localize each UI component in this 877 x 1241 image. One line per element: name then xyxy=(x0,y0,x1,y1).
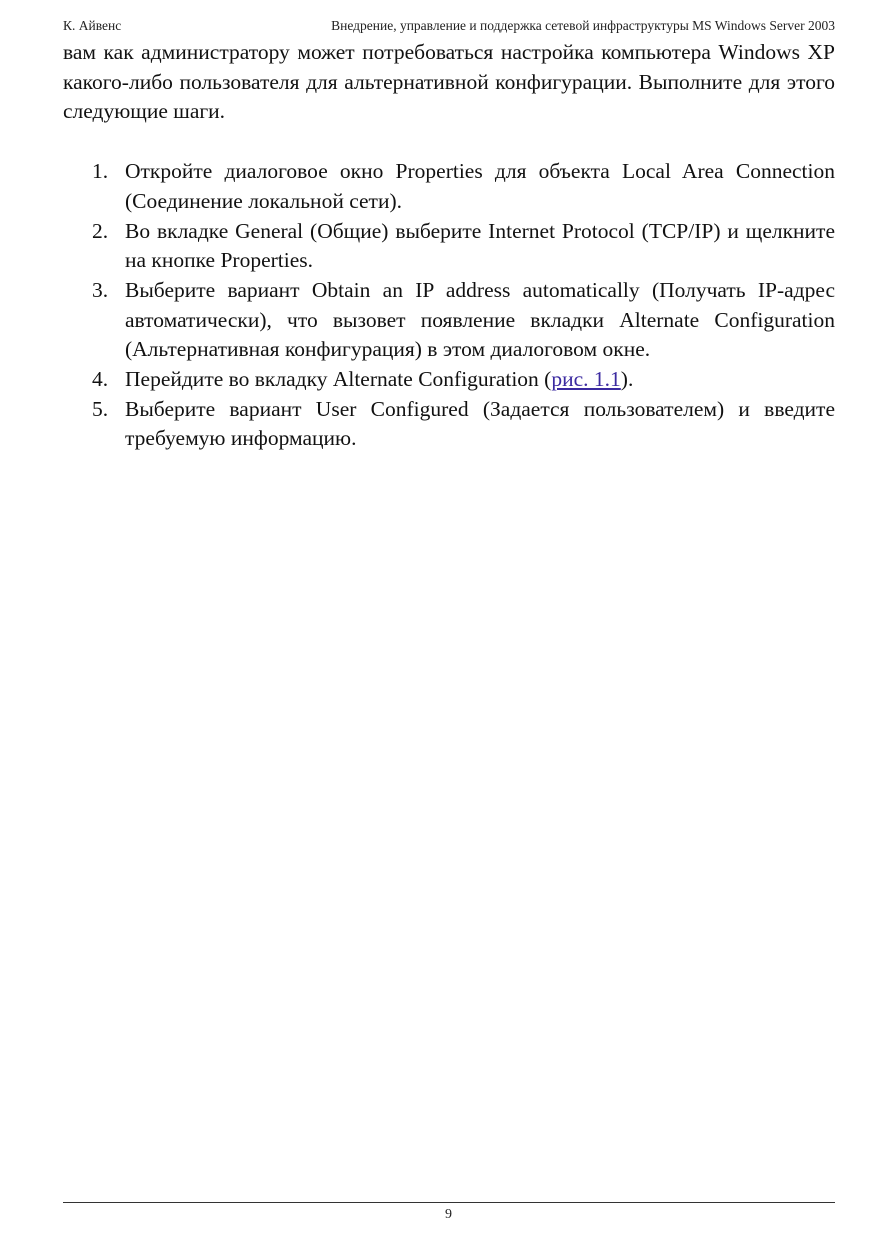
list-item-text: Выберите вариант User Configured (Задается пользователем) и введите требуемую информацию. xyxy=(125,396,835,451)
list-item-number: 2. xyxy=(92,218,109,243)
list-item-number: 4. xyxy=(92,367,109,392)
page-body xyxy=(63,38,835,454)
list-item-text: Во вкладке General (Общие) выберите Internet Protocol (TCP/IP) и щелкните на кнопке Properties. xyxy=(125,218,835,273)
footer-divider xyxy=(63,1202,835,1203)
list-item xyxy=(63,217,835,276)
page-number: 9 xyxy=(445,1207,452,1222)
list-item-number: 5. xyxy=(92,396,109,421)
list-item-text-before-link: Перейдите во вкладку Alternate Configuration ( xyxy=(125,367,552,392)
list-item-text: Выберите вариант Obtain an IP address automatically (Получать IP-адрес автоматически), что вызовет появление вкладки Alternate Configuration (Альтернативная конфигурация) в этом диалоговом окне. xyxy=(125,277,835,362)
header-author: К. Айвенс xyxy=(63,18,122,33)
list-item-text xyxy=(125,367,633,391)
list-item-number: 3. xyxy=(92,277,109,302)
list-item xyxy=(63,365,835,395)
list-item xyxy=(63,395,835,454)
steps-list xyxy=(63,157,835,454)
page-header xyxy=(63,16,835,36)
figure-link[interactable]: рис. 1.1 xyxy=(551,367,621,392)
list-item-text: Откройте диалоговое окно Properties для объекта Local Area Connection (Соединение локальной сети). xyxy=(125,159,835,213)
list-item-number: 1. xyxy=(92,159,109,184)
header-book-title: Внедрение, управление и поддержка сетевой инфраструктуры MS Windows Server 2003 xyxy=(331,18,835,33)
intro-paragraph: вам как администратору может потребоваться настройка компьютера Windows XP какого-либо пользователя для альтернативной конфигурации. Выполните для этого следующие шаги. xyxy=(63,40,835,124)
list-item xyxy=(63,157,835,216)
list-item-text-after-link: ). xyxy=(620,367,634,392)
list-item xyxy=(63,276,835,365)
